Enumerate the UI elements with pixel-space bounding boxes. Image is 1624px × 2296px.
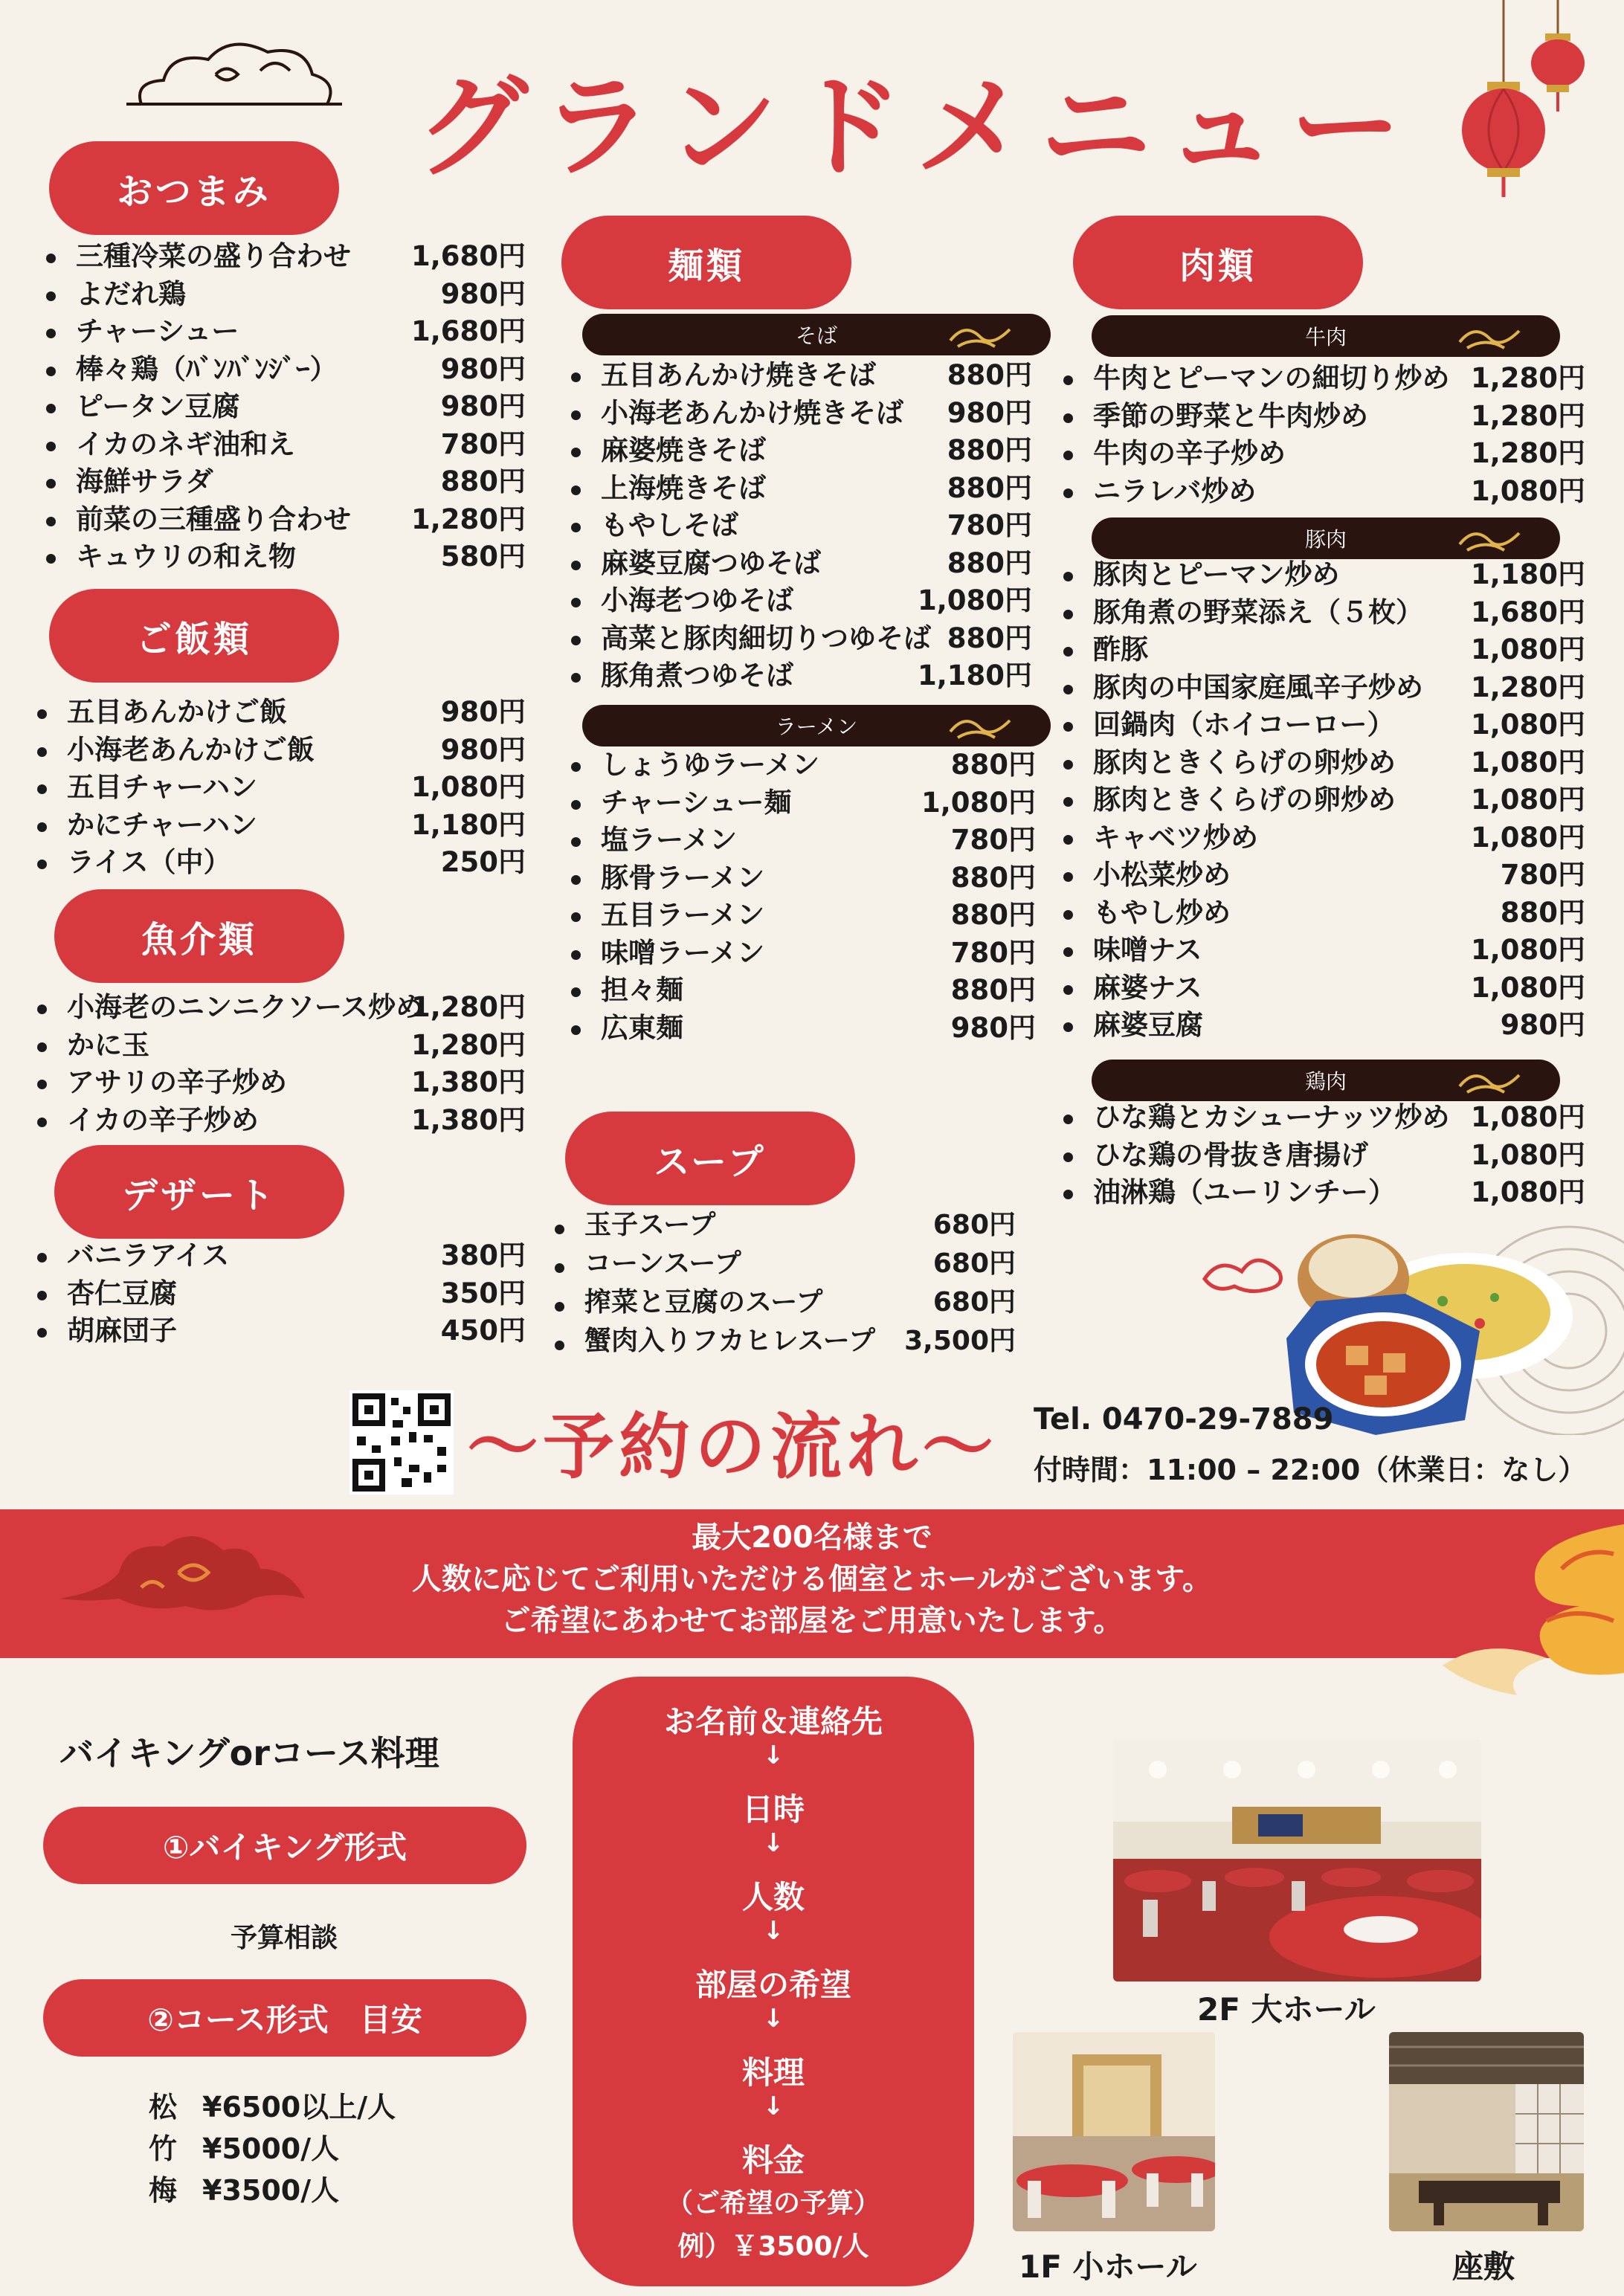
menu-item-price: 1,080円: [1470, 821, 1585, 854]
menu-item-price: 1,680円: [410, 240, 526, 272]
category-men-heading: 麺類: [561, 216, 851, 309]
tori-list: [1063, 1099, 1585, 1212]
menu-item-name: 小松菜炒め: [1093, 859, 1231, 891]
menu-item: [571, 395, 1032, 433]
ramen-list: [571, 746, 1036, 1047]
gold-wave-icon: [947, 709, 1014, 742]
menu-item: [555, 1209, 1016, 1248]
menu-item: [1063, 1007, 1585, 1045]
menu-item-price: 680円: [932, 1248, 1016, 1279]
reservation-heading: ～予約の流れ～: [467, 1405, 998, 1489]
menu-item-price: 1,080円: [1470, 1138, 1585, 1171]
menu-item: [37, 769, 526, 807]
soup-list: [555, 1209, 1016, 1364]
menu-item-name: 豚角煮の野菜添え（５枚）: [1093, 596, 1423, 628]
menu-item-price: 1,280円: [1470, 362, 1585, 394]
menu-item-name: 麻婆焼きそば: [601, 434, 766, 466]
menu-item: [46, 463, 526, 501]
menu-item-price: 1,080円: [1470, 746, 1585, 778]
course-plan: [149, 2128, 396, 2170]
flow-step: 部屋の希望: [695, 1967, 851, 2003]
banner-line: 最大200名様まで: [692, 1521, 932, 1555]
menu-item-name: 麻婆ナス: [1093, 971, 1202, 1004]
category-niku-heading: 肉類: [1073, 216, 1363, 309]
menu-item-price: 1,080円: [1470, 784, 1585, 816]
business-hours: 付時間：11:00 – 22:00（休業日：なし）: [1034, 1454, 1587, 1486]
flow-arrow-icon: ↓: [762, 2004, 784, 2034]
menu-item-price: 1,680円: [410, 315, 526, 347]
tori-subheading: [1092, 1060, 1560, 1101]
menu-item-name: 小海老あんかけご飯: [67, 733, 315, 766]
gyu-subheading: [1092, 315, 1560, 357]
flow-budget-note: （ご希望の予算）: [666, 2188, 880, 2219]
menu-item: [571, 784, 1036, 822]
menu-item-name: 豚肉ときくらげの卵炒め: [1093, 746, 1396, 778]
menu-item-price: 1,080円: [1470, 971, 1585, 1004]
menu-item: [46, 426, 526, 464]
menu-item-price: 1,080円: [1470, 1176, 1585, 1208]
menu-item-name: イカのネギ油和え: [76, 428, 295, 460]
flow-budget-note: 例）￥3500/人: [677, 2231, 869, 2262]
menu-item-price: 880円: [947, 434, 1032, 466]
zashiki-photo: [1389, 2032, 1584, 2231]
page-title: グランドメニュー: [416, 63, 1415, 193]
menu-item-name: 味噌ナス: [1093, 934, 1202, 966]
menu-item: [37, 1102, 526, 1140]
menu-item-name: 小海老あんかけ焼きそば: [601, 396, 903, 429]
menu-item-name: コーンスープ: [584, 1248, 741, 1279]
menu-item-name: 前菜の三種盛り合わせ: [76, 503, 351, 535]
menu-item-price: 1,180円: [1470, 558, 1585, 590]
gold-wave-icon: [1456, 1064, 1523, 1097]
otsumami-list: [46, 238, 526, 576]
menu-item-name: 搾菜と豆腐のスープ: [584, 1287, 823, 1318]
menu-item: [37, 807, 526, 845]
menu-item-price: 1,080円: [1470, 1101, 1585, 1133]
flow-arrow-icon: ↓: [762, 1828, 784, 1858]
menu-item-price: 980円: [440, 352, 526, 385]
menu-item-price: 880円: [950, 749, 1036, 781]
menu-item-price: 1,080円: [921, 786, 1036, 819]
menu-item-name: 塩ラーメン: [601, 824, 738, 856]
menu-item-name: 豚肉とピーマン炒め: [1093, 558, 1340, 590]
menu-item: [571, 746, 1036, 784]
menu-item: [1063, 932, 1585, 970]
menu-item: [571, 545, 1032, 583]
menu-item-name: キャベツ炒め: [1093, 821, 1258, 854]
menu-item-name: 蟹肉入りフカヒレスープ: [584, 1326, 875, 1356]
menu-item-price: 3,500円: [904, 1326, 1016, 1356]
soba-label: そば: [795, 323, 837, 348]
menu-item-price: 880円: [947, 546, 1032, 579]
menu-item-name: もやしそば: [601, 509, 738, 541]
menu-item-price: 980円: [440, 277, 526, 310]
menu-item: [1063, 894, 1585, 932]
menu-item-name: チャーシュー麺: [601, 786, 792, 819]
course-plan-rank: 梅: [149, 2174, 178, 2207]
menu-item-name: ニラレバ炒め: [1093, 474, 1257, 507]
menu-item-price: 980円: [950, 1011, 1036, 1044]
category-gohan-heading: ご飯類: [49, 589, 339, 683]
banner-line: 人数に応じてご利用いただける個室とホールがございます。: [412, 1562, 1212, 1596]
menu-item-name: 五目チャーハン: [67, 771, 258, 803]
ramen-subheading: [582, 705, 1051, 746]
menu-item: [571, 860, 1036, 897]
menu-item-name: 広東麺: [601, 1011, 683, 1044]
menu-item-price: 980円: [440, 390, 526, 422]
course-plan-rank: 松: [149, 2091, 178, 2124]
menu-item-price: 880円: [1500, 896, 1585, 929]
menu-item-name: もやし炒め: [1093, 896, 1231, 929]
menu-item-price: 880円: [950, 974, 1036, 1006]
menu-item: [571, 657, 1032, 695]
menu-item-name: 高菜と豚肉細切りつゆそば: [601, 622, 931, 654]
course-plan-rank: 竹: [149, 2132, 178, 2165]
menu-item: [555, 1286, 1016, 1325]
menu-item-price: 1,380円: [410, 1103, 526, 1136]
menu-item-name: 回鍋肉（ホイコーロー）: [1093, 709, 1395, 741]
menu-item: [571, 470, 1032, 508]
menu-item-name: 牛肉とピーマンの細切り炒め: [1093, 362, 1450, 394]
buta-subheading: [1092, 517, 1560, 559]
menu-item: [37, 844, 526, 882]
flow-step: お名前＆連絡先: [663, 1703, 883, 1740]
lantern-icon: [1457, 0, 1599, 201]
menu-item-name: 酢豚: [1093, 633, 1148, 665]
menu-item: [555, 1248, 1016, 1286]
menu-item-name: かに玉: [67, 1028, 149, 1061]
menu-item: [1063, 360, 1585, 398]
course-plan-price: ¥3500/人: [202, 2174, 340, 2207]
menu-item-name: バニラアイス: [67, 1239, 230, 1271]
menu-item-name: 小海老つゆそば: [601, 584, 793, 616]
menu-item-name: 豚角煮つゆそば: [601, 660, 793, 691]
menu-item-price: 780円: [947, 509, 1032, 541]
buffet-note: 予算相談: [231, 1923, 338, 1953]
menu-item-price: 1,080円: [1470, 709, 1585, 741]
menu-item: [1063, 398, 1585, 436]
menu-item-price: 880円: [950, 861, 1036, 894]
menu-item: [37, 1237, 526, 1275]
menu-item-name: チャーシュー: [76, 315, 239, 347]
course-plan: [149, 2170, 396, 2211]
menu-item-name: 牛肉の辛子炒め: [1093, 437, 1286, 469]
menu-item-name: ライス（中）: [67, 846, 231, 878]
menu-item: [571, 620, 1032, 658]
menu-item: [1063, 473, 1585, 511]
buta-label: 豚肉: [1304, 527, 1347, 552]
menu-item-price: 580円: [440, 541, 526, 573]
menu-item: [1063, 556, 1585, 594]
menu-item: [37, 694, 526, 732]
menu-item-price: 680円: [932, 1210, 1016, 1240]
qr-code-icon: [349, 1390, 454, 1494]
menu-item-name: 油淋鶏（ユーリンチー）: [1093, 1176, 1396, 1208]
buta-list: [1063, 556, 1585, 1045]
menu-item: [37, 989, 526, 1027]
menu-item: [1063, 594, 1585, 632]
menu-item-price: 250円: [440, 846, 526, 878]
menu-item: [571, 432, 1032, 470]
menu-item: [37, 1275, 526, 1313]
menu-item: [46, 313, 526, 351]
menu-item-price: 1,080円: [410, 771, 526, 803]
menu-item: [1063, 1099, 1585, 1137]
menu-item-price: 450円: [440, 1315, 526, 1347]
large-hall-label: 2F 大ホール: [1197, 1991, 1376, 2028]
menu-item-price: 1,280円: [410, 991, 526, 1023]
course-plan: [149, 2086, 396, 2128]
menu-item-price: 980円: [1500, 1009, 1585, 1041]
menu-item-name: 麻婆豆腐つゆそば: [601, 546, 821, 579]
menu-item: [1063, 435, 1585, 473]
menu-item-name: イカの辛子炒め: [67, 1103, 259, 1136]
menu-item-price: 1,280円: [1470, 671, 1585, 703]
phone-number: Tel. 0470-29-7889: [1034, 1402, 1334, 1436]
menu-item-name: 豚肉ときくらげの卵炒め: [1093, 784, 1396, 816]
menu-item-price: 350円: [440, 1277, 526, 1309]
menu-item-price: 880円: [947, 471, 1032, 504]
gyu-label: 牛肉: [1304, 325, 1347, 349]
menu-item-price: 1,280円: [410, 503, 526, 535]
flow-arrow-icon: ↓: [762, 2092, 784, 2121]
menu-item-name: しょうゆラーメン: [601, 749, 820, 781]
soba-list: [571, 357, 1032, 695]
flow-step: 料金: [741, 2142, 805, 2179]
soba-subheading: [582, 314, 1051, 355]
menu-item: [1063, 744, 1585, 782]
menu-item-price: 780円: [1500, 859, 1585, 891]
menu-item-name: キュウリの和え物: [76, 541, 296, 573]
menu-item-price: 1,080円: [1470, 474, 1585, 507]
menu-item: [1063, 857, 1585, 894]
flow-step: 料理: [741, 2054, 805, 2091]
dessert-list: [37, 1237, 526, 1350]
menu-item: [571, 507, 1032, 545]
menu-item: [46, 351, 526, 389]
course-plan-price: ¥6500以上/人: [202, 2091, 396, 2124]
menu-item: [555, 1325, 1016, 1364]
menu-item: [46, 501, 526, 539]
menu-item-name: 上海焼きそば: [601, 471, 766, 504]
menu-item-price: 780円: [440, 428, 526, 460]
menu-item-price: 880円: [947, 359, 1032, 391]
menu-item-name: 季節の野菜と牛肉炒め: [1093, 399, 1368, 432]
course-label: ②コース形式 目安: [43, 1979, 526, 2057]
menu-item: [37, 1064, 526, 1102]
flow-step: 日時: [741, 1791, 805, 1828]
menu-item-price: 1,280円: [410, 1028, 526, 1061]
gohan-list: [37, 694, 526, 882]
menu-item-name: 麻婆豆腐: [1093, 1009, 1203, 1041]
menu-item-name: 五目あんかけ焼きそば: [601, 359, 876, 391]
menu-item-name: 豚肉の中国家庭風辛子炒め: [1093, 671, 1423, 703]
menu-item-name: 胡麻団子: [67, 1315, 177, 1347]
cloud-ornament-icon: [126, 30, 342, 119]
menu-item-price: 980円: [440, 696, 526, 728]
menu-item: [37, 732, 526, 770]
menu-item-name: 担々麺: [601, 974, 683, 1006]
menu-item: [46, 538, 526, 576]
course-plans: [149, 2086, 396, 2211]
category-gyokai-heading: 魚介類: [54, 889, 344, 983]
menu-item: [571, 935, 1036, 973]
menu-item-price: 380円: [440, 1239, 526, 1271]
menu-item-price: 1,680円: [1470, 596, 1585, 628]
menu-item-price: 880円: [950, 899, 1036, 931]
menu-item-name: 味噌ラーメン: [601, 936, 765, 969]
gyokai-list: [37, 989, 526, 1139]
menu-item-price: 780円: [950, 824, 1036, 856]
menu-item-name: 五目あんかけご飯: [67, 696, 287, 728]
menu-item-price: 780円: [950, 936, 1036, 969]
menu-item-price: 1,080円: [1470, 934, 1585, 966]
menu-item-price: 980円: [947, 396, 1032, 429]
menu-item-price: 1,180円: [410, 808, 526, 841]
menu-item-price: 1,280円: [1470, 399, 1585, 432]
menu-item: [1063, 819, 1585, 857]
menu-item: [37, 1027, 526, 1065]
menu-item: [571, 822, 1036, 860]
menu-item-name: 玉子スープ: [584, 1210, 716, 1240]
menu-item-name: 小海老のニンニクソース炒め: [67, 991, 424, 1023]
menu-item: [1063, 781, 1585, 819]
menu-item-price: 980円: [440, 733, 526, 766]
category-soup-heading: スープ: [565, 1112, 855, 1205]
flow-arrow-icon: ↓: [762, 1916, 784, 1946]
menu-item-name: アサリの辛子炒め: [67, 1066, 287, 1098]
menu-item-name: ピータン豆腐: [76, 390, 240, 422]
category-dessert-heading: デザート: [54, 1145, 344, 1239]
menu-item: [1063, 669, 1585, 707]
menu-item-name: 三種冷菜の盛り合わせ: [76, 240, 351, 272]
menu-item-name: 豚骨ラーメン: [601, 861, 765, 894]
ramen-label: ラーメン: [775, 715, 858, 739]
menu-item: [571, 1010, 1036, 1048]
menu-item-name: 五目ラーメン: [601, 899, 765, 931]
menu-item: [571, 897, 1036, 935]
menu-item: [571, 582, 1032, 620]
menu-item-price: 1,180円: [917, 660, 1032, 691]
menu-item-name: よだれ鶏: [76, 277, 186, 310]
menu-item: [571, 357, 1032, 395]
menu-item-name: かにチャーハン: [67, 808, 258, 841]
menu-item-name: 棒々鶏（ﾊﾞﾝﾊﾞﾝｼﾞｰ）: [76, 352, 338, 385]
menu-item: [1063, 706, 1585, 744]
menu-item-price: 680円: [932, 1287, 1016, 1318]
small-hall-photo: [1013, 2032, 1215, 2231]
gold-wave-icon: [1456, 320, 1523, 352]
banner-text: [0, 1517, 1624, 1642]
menu-item-name: 海鮮サラダ: [76, 465, 213, 497]
menu-item-price: 880円: [947, 622, 1032, 654]
zashiki-label: 座敷: [1452, 2248, 1515, 2285]
course-heading: バイキングorコース料理: [59, 1733, 439, 1773]
menu-item: [571, 972, 1036, 1010]
banner-line: ご希望にあわせてお部屋をご用意いたします。: [500, 1604, 1124, 1638]
menu-item: [1063, 1137, 1585, 1175]
menu-item: [1063, 970, 1585, 1007]
menu-item: [46, 388, 526, 426]
menu-item: [1063, 1174, 1585, 1212]
menu-item-price: 1,380円: [410, 1066, 526, 1098]
menu-item-price: 1,080円: [1470, 633, 1585, 665]
menu-item-name: ひな鶏の骨抜き唐揚げ: [1093, 1138, 1368, 1171]
menu-item-name: 杏仁豆腐: [67, 1277, 177, 1309]
buffet-label: ①バイキング形式: [43, 1807, 526, 1884]
menu-item-price: 880円: [440, 465, 526, 497]
course-plan-price: ¥5000/人: [202, 2132, 340, 2165]
menu-item: [37, 1312, 526, 1350]
gold-wave-icon: [947, 318, 1014, 351]
small-hall-label: 1F 小ホール: [1019, 2248, 1197, 2285]
menu-item: [46, 238, 526, 276]
gold-wave-icon: [1456, 522, 1523, 555]
menu-item-price: 1,280円: [1470, 437, 1585, 469]
flow-step: 人数: [741, 1879, 805, 1915]
category-otsumami-heading: おつまみ: [49, 141, 339, 235]
menu-item: [1063, 631, 1585, 669]
reservation-flow: [573, 1677, 974, 2286]
tori-label: 鶏肉: [1304, 1069, 1347, 1094]
flow-arrow-icon: ↓: [762, 1741, 784, 1770]
gyu-list: [1063, 360, 1585, 510]
menu-item-name: ひな鶏とカシューナッツ炒め: [1093, 1101, 1450, 1133]
large-hall-photo: [1113, 1740, 1481, 1981]
menu-item: [46, 276, 526, 314]
menu-item-price: 1,080円: [917, 584, 1032, 616]
